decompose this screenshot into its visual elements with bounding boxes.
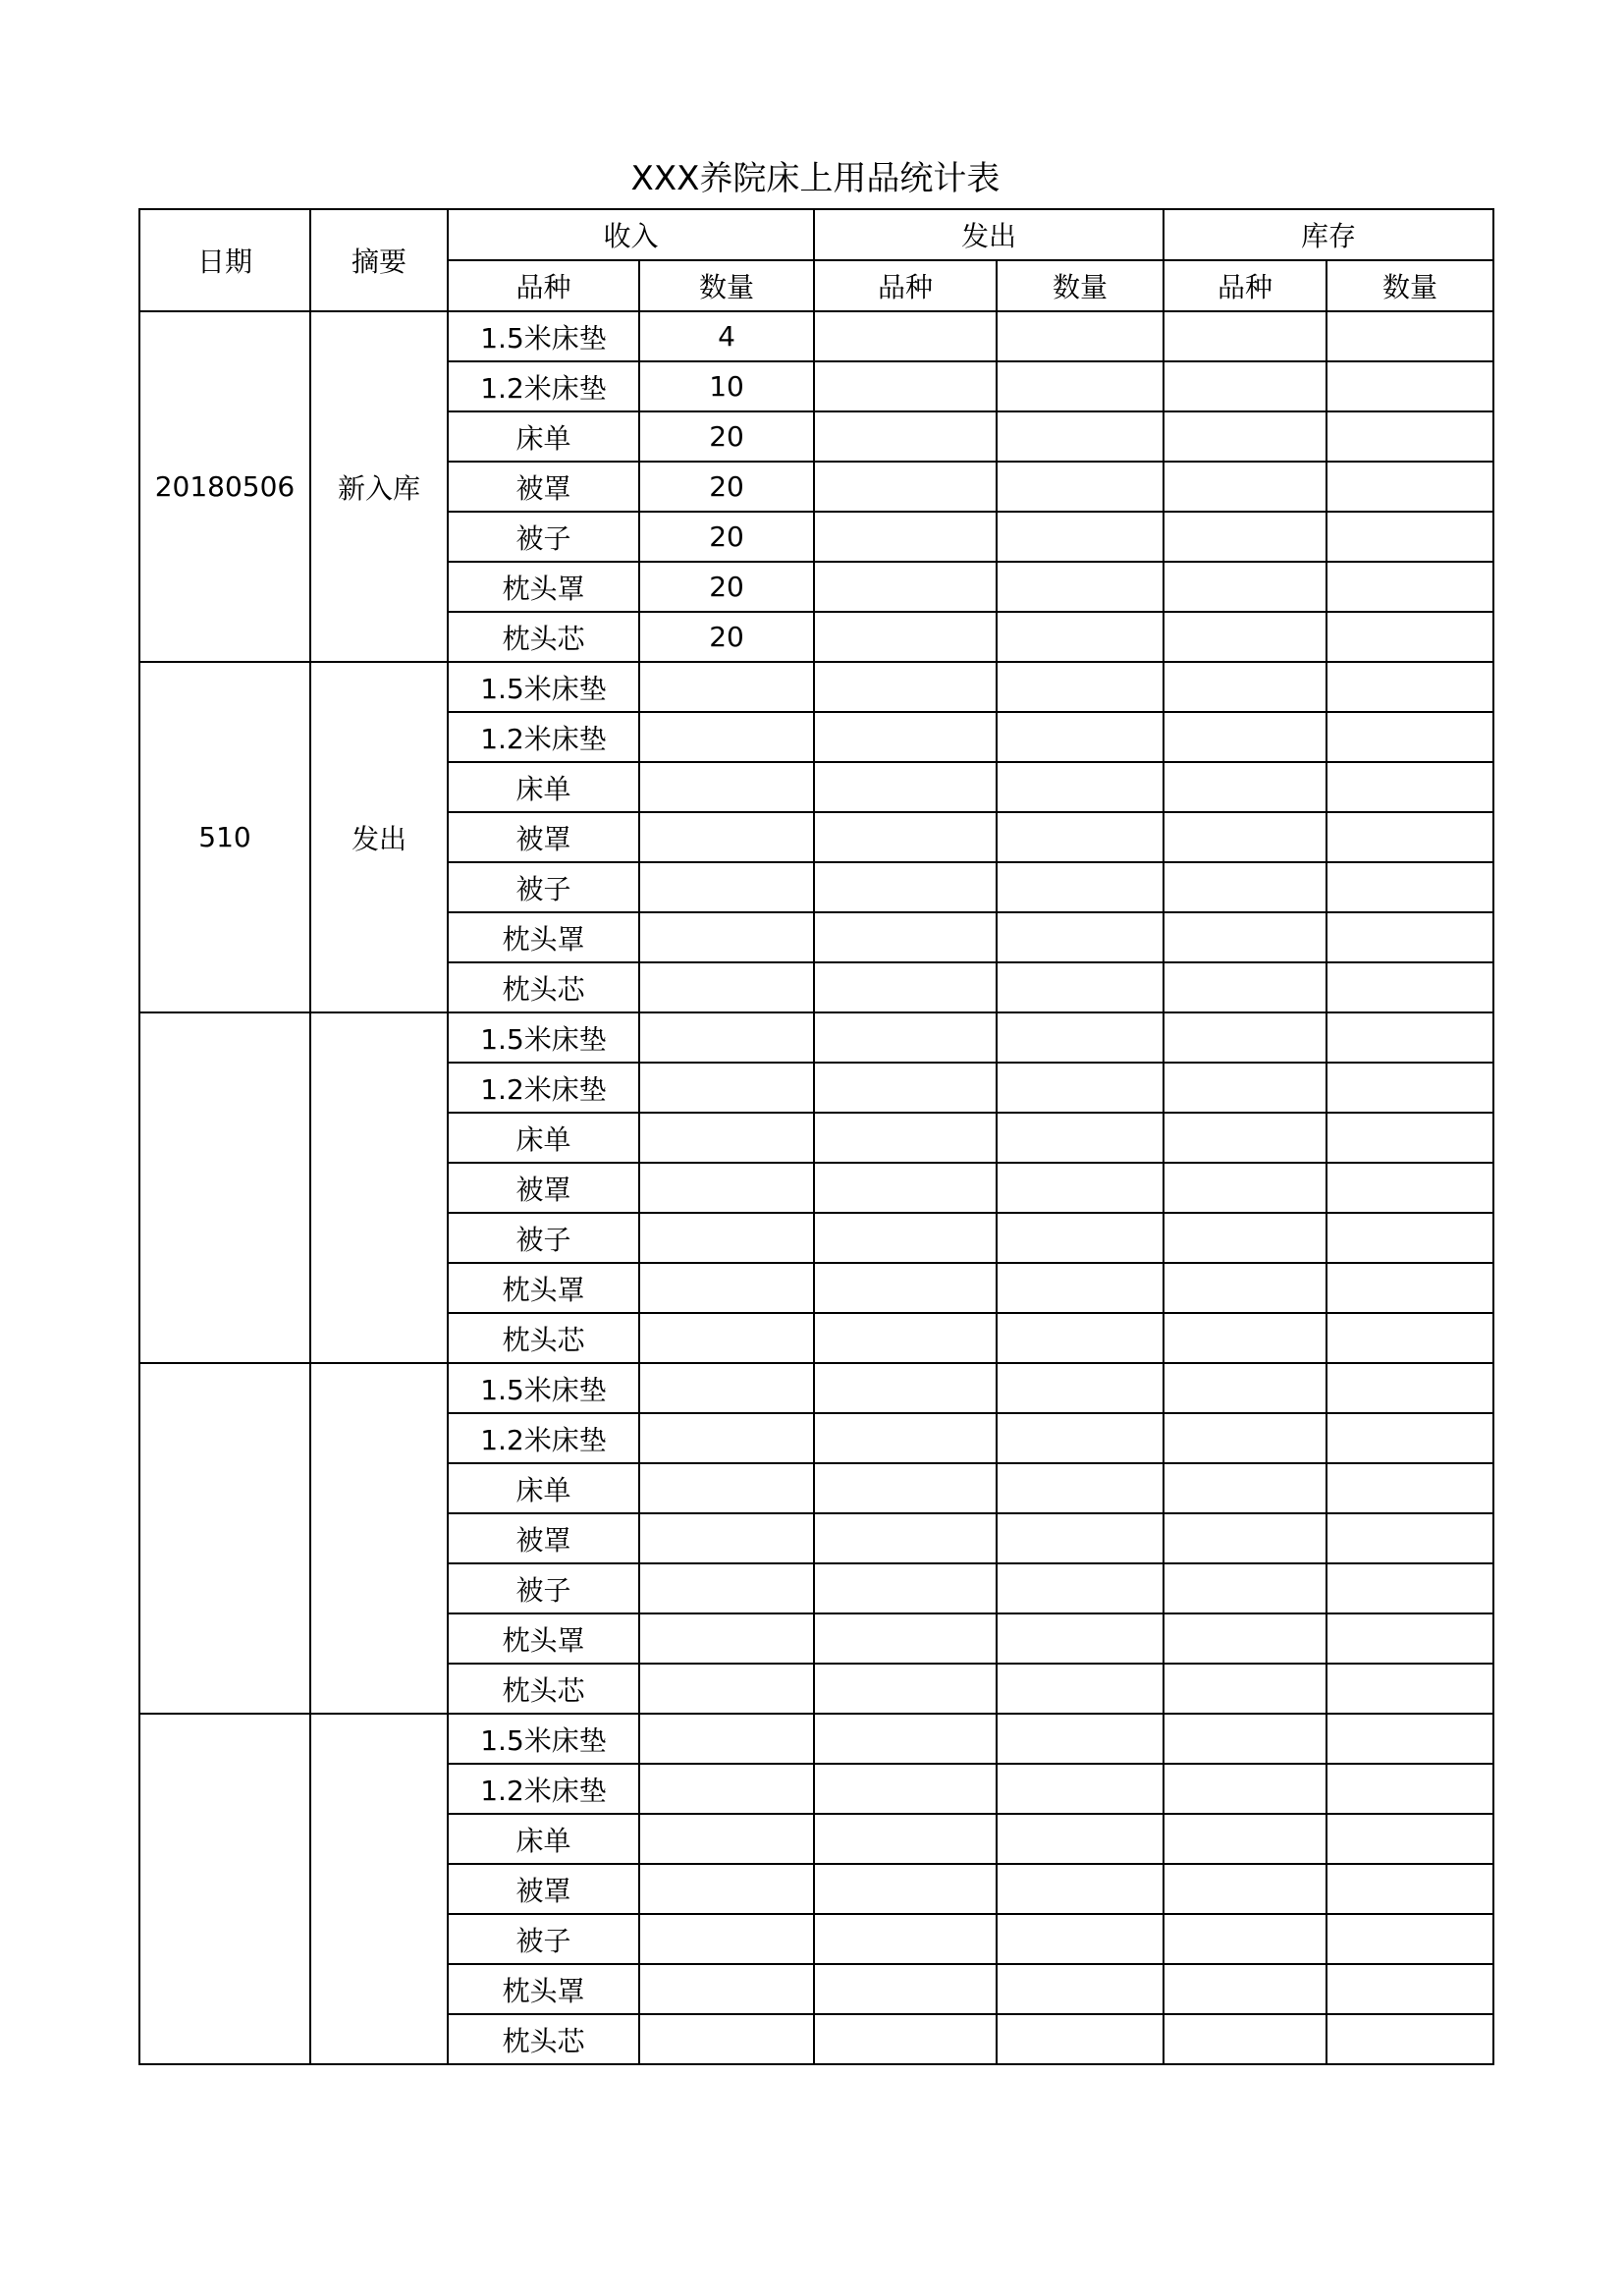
stock-variety-cell: [1164, 762, 1326, 812]
issued-variety-cell: [814, 762, 997, 812]
stock-variety-cell: [1164, 361, 1326, 411]
stock-variety-cell: [1164, 1764, 1326, 1814]
income-quantity-cell: 10: [639, 361, 814, 411]
stock-quantity-cell: [1326, 1914, 1493, 1964]
stock-quantity-cell: [1326, 2014, 1493, 2064]
stock-quantity-cell: [1326, 1363, 1493, 1413]
stock-variety-cell: [1164, 411, 1326, 462]
stock-variety-cell: [1164, 1914, 1326, 1964]
income-variety-cell: 枕头罩: [448, 1964, 639, 2014]
stock-variety-cell: [1164, 311, 1326, 361]
income-quantity-cell: [639, 662, 814, 712]
issued-variety-cell: [814, 1213, 997, 1263]
stock-variety-cell: [1164, 862, 1326, 912]
issued-variety-cell: [814, 562, 997, 612]
table-row: [139, 1012, 1493, 1063]
issued-variety-cell: [814, 712, 997, 762]
income-quantity-cell: [639, 1063, 814, 1113]
stock-variety-cell: [1164, 612, 1326, 662]
date-cell: 510: [139, 662, 310, 1012]
issued-quantity-cell: [997, 512, 1164, 562]
table-row: [139, 1363, 1493, 1413]
stock-quantity-cell: [1326, 1764, 1493, 1814]
issued-quantity-cell: [997, 311, 1164, 361]
stock-variety-cell: [1164, 1513, 1326, 1563]
income-quantity-cell: [639, 2014, 814, 2064]
issued-variety-cell: [814, 662, 997, 712]
issued-quantity-cell: [997, 1263, 1164, 1313]
issued-variety-cell: [814, 1063, 997, 1113]
issued-quantity-cell: [997, 2014, 1164, 2064]
summary-cell: [310, 1363, 448, 1714]
income-variety-cell: 枕头罩: [448, 912, 639, 962]
date-cell: [139, 1363, 310, 1714]
stock-quantity-cell: [1326, 1613, 1493, 1664]
issued-quantity-cell: [997, 1363, 1164, 1413]
stock-quantity-cell: [1326, 812, 1493, 862]
stock-variety-cell: [1164, 1063, 1326, 1113]
income-variety-cell: 1.5米床垫: [448, 1714, 639, 1764]
stock-quantity-cell: [1326, 912, 1493, 962]
income-quantity-cell: [639, 1664, 814, 1714]
header-stock-quantity: 数量: [1326, 260, 1493, 311]
issued-variety-cell: [814, 812, 997, 862]
summary-cell: 发出: [310, 662, 448, 1012]
income-variety-cell: 枕头芯: [448, 612, 639, 662]
header-issued: 发出: [814, 209, 1164, 260]
stock-quantity-cell: [1326, 411, 1493, 462]
income-quantity-cell: [639, 1263, 814, 1313]
income-variety-cell: 被子: [448, 1563, 639, 1613]
issued-variety-cell: [814, 1363, 997, 1413]
date-cell: 20180506: [139, 311, 310, 662]
income-quantity-cell: 20: [639, 512, 814, 562]
stock-variety-cell: [1164, 512, 1326, 562]
stock-quantity-cell: [1326, 662, 1493, 712]
stock-variety-cell: [1164, 1413, 1326, 1463]
stock-variety-cell: [1164, 1213, 1326, 1263]
header-income: 收入: [448, 209, 814, 260]
stock-quantity-cell: [1326, 462, 1493, 512]
issued-quantity-cell: [997, 1513, 1164, 1563]
income-variety-cell: 1.2米床垫: [448, 1413, 639, 1463]
issued-quantity-cell: [997, 812, 1164, 862]
issued-quantity-cell: [997, 862, 1164, 912]
stock-quantity-cell: [1326, 562, 1493, 612]
issued-variety-cell: [814, 912, 997, 962]
header-income-quantity: 数量: [639, 260, 814, 311]
header-issued-variety: 品种: [814, 260, 997, 311]
income-quantity-cell: 20: [639, 462, 814, 512]
header-stock-variety: 品种: [1164, 260, 1326, 311]
sheet-title: XXX养院床上用品统计表: [630, 159, 1001, 198]
income-quantity-cell: [639, 1613, 814, 1664]
issued-variety-cell: [814, 1664, 997, 1714]
issued-variety-cell: [814, 962, 997, 1012]
stock-quantity-cell: [1326, 762, 1493, 812]
issued-variety-cell: [814, 1613, 997, 1664]
stock-quantity-cell: [1326, 1513, 1493, 1563]
stock-quantity-cell: [1326, 1864, 1493, 1914]
issued-quantity-cell: [997, 1864, 1164, 1914]
income-variety-cell: 枕头罩: [448, 1263, 639, 1313]
stock-quantity-cell: [1326, 862, 1493, 912]
income-quantity-cell: [639, 1113, 814, 1163]
issued-variety-cell: [814, 2014, 997, 2064]
stock-variety-cell: [1164, 1163, 1326, 1213]
header-stock: 库存: [1164, 209, 1493, 260]
stock-variety-cell: [1164, 1313, 1326, 1363]
stock-variety-cell: [1164, 812, 1326, 862]
stock-variety-cell: [1164, 1463, 1326, 1513]
issued-quantity-cell: [997, 1213, 1164, 1263]
stock-quantity-cell: [1326, 311, 1493, 361]
stock-variety-cell: [1164, 1714, 1326, 1764]
income-quantity-cell: [639, 712, 814, 762]
stock-variety-cell: [1164, 1664, 1326, 1714]
stock-quantity-cell: [1326, 1213, 1493, 1263]
stock-variety-cell: [1164, 1263, 1326, 1313]
stock-quantity-cell: [1326, 1063, 1493, 1113]
issued-quantity-cell: [997, 962, 1164, 1012]
income-quantity-cell: 4: [639, 311, 814, 361]
income-variety-cell: 枕头芯: [448, 962, 639, 1012]
issued-quantity-cell: [997, 1563, 1164, 1613]
income-variety-cell: 枕头芯: [448, 1313, 639, 1363]
issued-variety-cell: [814, 1012, 997, 1063]
stock-quantity-cell: [1326, 512, 1493, 562]
income-quantity-cell: [639, 912, 814, 962]
stock-quantity-cell: [1326, 962, 1493, 1012]
income-quantity-cell: [639, 1413, 814, 1463]
income-variety-cell: 枕头芯: [448, 2014, 639, 2064]
issued-quantity-cell: [997, 1113, 1164, 1163]
stock-quantity-cell: [1326, 1313, 1493, 1363]
stock-variety-cell: [1164, 912, 1326, 962]
stock-quantity-cell: [1326, 1714, 1493, 1764]
issued-variety-cell: [814, 361, 997, 411]
income-quantity-cell: [639, 1764, 814, 1814]
income-quantity-cell: [639, 862, 814, 912]
header-date: 日期: [139, 209, 310, 311]
issued-quantity-cell: [997, 1714, 1164, 1764]
issued-quantity-cell: [997, 1814, 1164, 1864]
income-variety-cell: 被子: [448, 1914, 639, 1964]
issued-variety-cell: [814, 512, 997, 562]
summary-cell: [310, 1714, 448, 2064]
date-cell: [139, 1714, 310, 2064]
income-variety-cell: 1.5米床垫: [448, 1363, 639, 1413]
stock-quantity-cell: [1326, 1012, 1493, 1063]
income-variety-cell: 枕头罩: [448, 1613, 639, 1664]
issued-quantity-cell: [997, 762, 1164, 812]
income-variety-cell: 被罩: [448, 812, 639, 862]
stock-variety-cell: [1164, 1964, 1326, 2014]
issued-quantity-cell: [997, 662, 1164, 712]
issued-quantity-cell: [997, 1764, 1164, 1814]
stock-quantity-cell: [1326, 1964, 1493, 2014]
income-variety-cell: 被子: [448, 512, 639, 562]
income-quantity-cell: [639, 1213, 814, 1263]
issued-variety-cell: [814, 612, 997, 662]
income-variety-cell: 1.5米床垫: [448, 1012, 639, 1063]
income-variety-cell: 床单: [448, 1463, 639, 1513]
issued-quantity-cell: [997, 1964, 1164, 2014]
stock-variety-cell: [1164, 1012, 1326, 1063]
header-row-top: [139, 209, 1493, 260]
issued-variety-cell: [814, 1914, 997, 1964]
stock-variety-cell: [1164, 1363, 1326, 1413]
issued-quantity-cell: [997, 1313, 1164, 1363]
stock-quantity-cell: [1326, 712, 1493, 762]
income-variety-cell: 1.2米床垫: [448, 361, 639, 411]
stock-variety-cell: [1164, 462, 1326, 512]
issued-variety-cell: [814, 1463, 997, 1513]
issued-variety-cell: [814, 411, 997, 462]
stock-quantity-cell: [1326, 1263, 1493, 1313]
income-quantity-cell: [639, 1513, 814, 1563]
issued-quantity-cell: [997, 1012, 1164, 1063]
stock-quantity-cell: [1326, 1163, 1493, 1213]
issued-quantity-cell: [997, 1163, 1164, 1213]
summary-cell: [310, 1012, 448, 1363]
income-quantity-cell: [639, 1363, 814, 1413]
issued-variety-cell: [814, 1163, 997, 1213]
stock-quantity-cell: [1326, 612, 1493, 662]
issued-quantity-cell: [997, 411, 1164, 462]
issued-variety-cell: [814, 1864, 997, 1914]
stock-variety-cell: [1164, 1814, 1326, 1864]
stock-variety-cell: [1164, 1563, 1326, 1613]
issued-quantity-cell: [997, 1613, 1164, 1664]
issued-quantity-cell: [997, 1914, 1164, 1964]
issued-quantity-cell: [997, 361, 1164, 411]
income-quantity-cell: [639, 762, 814, 812]
income-variety-cell: 1.2米床垫: [448, 712, 639, 762]
income-variety-cell: 枕头芯: [448, 1664, 639, 1714]
stock-variety-cell: [1164, 662, 1326, 712]
issued-quantity-cell: [997, 1063, 1164, 1113]
date-cell: [139, 1012, 310, 1363]
stock-quantity-cell: [1326, 1563, 1493, 1613]
stock-quantity-cell: [1326, 361, 1493, 411]
issued-variety-cell: [814, 1964, 997, 2014]
issued-variety-cell: [814, 1563, 997, 1613]
stock-variety-cell: [1164, 2014, 1326, 2064]
stock-variety-cell: [1164, 1613, 1326, 1664]
income-quantity-cell: [639, 1012, 814, 1063]
income-variety-cell: 被子: [448, 1213, 639, 1263]
stock-variety-cell: [1164, 562, 1326, 612]
income-quantity-cell: [639, 1714, 814, 1764]
issued-quantity-cell: [997, 1463, 1164, 1513]
issued-variety-cell: [814, 1313, 997, 1363]
income-variety-cell: 床单: [448, 762, 639, 812]
income-quantity-cell: 20: [639, 612, 814, 662]
income-quantity-cell: [639, 1313, 814, 1363]
issued-variety-cell: [814, 1113, 997, 1163]
income-quantity-cell: [639, 1964, 814, 2014]
issued-variety-cell: [814, 1413, 997, 1463]
income-variety-cell: 被罩: [448, 1513, 639, 1563]
issued-variety-cell: [814, 311, 997, 361]
income-quantity-cell: [639, 1563, 814, 1613]
stock-variety-cell: [1164, 1864, 1326, 1914]
issued-quantity-cell: [997, 912, 1164, 962]
issued-variety-cell: [814, 462, 997, 512]
income-quantity-cell: [639, 1814, 814, 1864]
income-variety-cell: 床单: [448, 1814, 639, 1864]
stock-quantity-cell: [1326, 1113, 1493, 1163]
income-variety-cell: 1.2米床垫: [448, 1063, 639, 1113]
income-quantity-cell: [639, 1463, 814, 1513]
income-variety-cell: 被罩: [448, 462, 639, 512]
income-variety-cell: 床单: [448, 1113, 639, 1163]
income-variety-cell: 1.2米床垫: [448, 1764, 639, 1814]
stock-quantity-cell: [1326, 1664, 1493, 1714]
income-quantity-cell: [639, 962, 814, 1012]
issued-variety-cell: [814, 1714, 997, 1764]
header-issued-quantity: 数量: [997, 260, 1164, 311]
summary-cell: 新入库: [310, 311, 448, 662]
income-variety-cell: 被罩: [448, 1163, 639, 1213]
issued-variety-cell: [814, 1814, 997, 1864]
income-variety-cell: 1.5米床垫: [448, 311, 639, 361]
stock-quantity-cell: [1326, 1413, 1493, 1463]
income-quantity-cell: [639, 1914, 814, 1964]
income-variety-cell: 被罩: [448, 1864, 639, 1914]
header-summary: 摘要: [310, 209, 448, 311]
issued-quantity-cell: [997, 712, 1164, 762]
income-variety-cell: 床单: [448, 411, 639, 462]
issued-quantity-cell: [997, 1413, 1164, 1463]
table-row: [139, 662, 1493, 712]
income-quantity-cell: [639, 1864, 814, 1914]
stock-variety-cell: [1164, 962, 1326, 1012]
bedding-stats-table: [138, 208, 1494, 2065]
issued-variety-cell: [814, 1513, 997, 1563]
stock-quantity-cell: [1326, 1463, 1493, 1513]
issued-quantity-cell: [997, 612, 1164, 662]
income-variety-cell: 被子: [448, 862, 639, 912]
table-row: [139, 311, 1493, 361]
stock-quantity-cell: [1326, 1814, 1493, 1864]
stock-variety-cell: [1164, 712, 1326, 762]
income-quantity-cell: [639, 812, 814, 862]
issued-quantity-cell: [997, 1664, 1164, 1714]
issued-quantity-cell: [997, 562, 1164, 612]
issued-variety-cell: [814, 1263, 997, 1313]
income-quantity-cell: 20: [639, 411, 814, 462]
issued-variety-cell: [814, 862, 997, 912]
income-variety-cell: 枕头罩: [448, 562, 639, 612]
income-variety-cell: 1.5米床垫: [448, 662, 639, 712]
stock-variety-cell: [1164, 1113, 1326, 1163]
issued-variety-cell: [814, 1764, 997, 1814]
income-quantity-cell: 20: [639, 562, 814, 612]
header-income-variety: 品种: [448, 260, 639, 311]
issued-quantity-cell: [997, 462, 1164, 512]
table-row: [139, 1714, 1493, 1764]
income-quantity-cell: [639, 1163, 814, 1213]
